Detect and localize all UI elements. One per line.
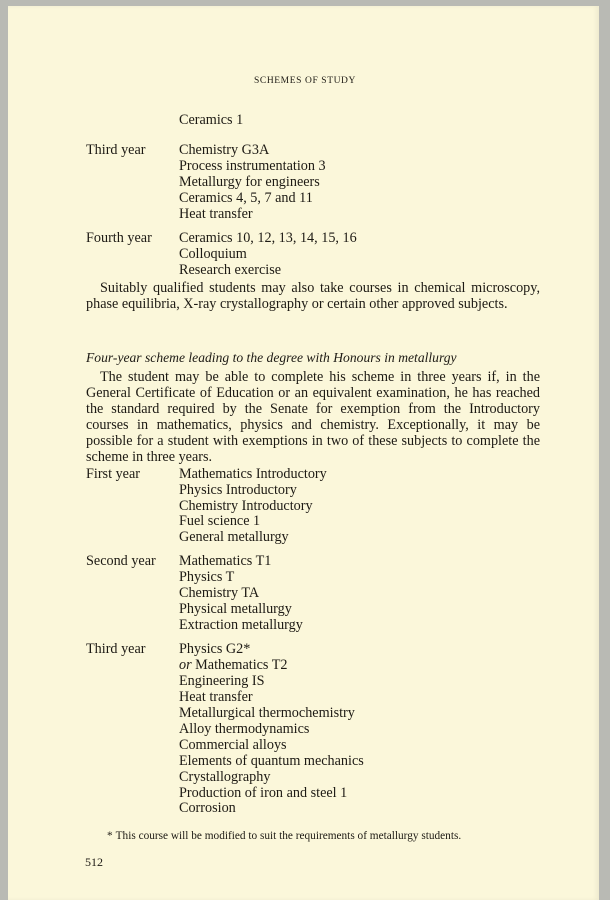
footnote (107, 830, 461, 842)
course-item: Ceramics 10, 12, 13, 14, 15, 16 (179, 230, 357, 246)
year-label: Second year (86, 553, 156, 569)
year-label: Third year (86, 641, 146, 657)
course-item: Elements of quantum mechanics (179, 753, 364, 769)
course-item: Commercial alloys (179, 737, 287, 753)
or-connector: or (179, 657, 192, 673)
course-item: Alloy thermodynamics (179, 721, 310, 737)
course-item: General metallurgy (179, 529, 289, 545)
course-item (179, 657, 288, 673)
course-item: Mathematics T1 (179, 553, 272, 569)
running-head: SCHEMES OF STUDY (254, 76, 356, 86)
course-item: Metallurgy for engineers (179, 174, 320, 190)
year-label: Third year (86, 142, 146, 158)
intro-paragraph: The student may be able to complete his scheme in three years if, in the General Certificate of Education or an equivalent examination, he has reached the standard required by the Senate for exemption from the Introductory courses in mathematics, physics and chemistry. Exceptionally, it may be possible for a student with exemptions in two of these subjects to complete the scheme in three years. (86, 369, 540, 466)
course-item: Heat transfer (179, 206, 253, 222)
course-item: Research exercise (179, 262, 282, 278)
course-item: Chemistry Introductory (179, 498, 313, 514)
course-item: Corrosion (179, 800, 236, 816)
course-item: Mathematics Introductory (179, 466, 327, 482)
course-item: Physics T (179, 569, 235, 585)
course-item: Chemistry G3A (179, 142, 270, 158)
course-item: Ceramics 4, 5, 7 and 11 (179, 190, 313, 206)
course-item: Physics G2* (179, 641, 251, 657)
course-item: Chemistry TA (179, 585, 260, 601)
course-item: Extraction metallurgy (179, 617, 303, 633)
section-heading: Four-year scheme leading to the degree with Honours in metallurgy (86, 350, 457, 365)
course-item: Physics Introductory (179, 482, 297, 498)
course-item: Fuel science 1 (179, 513, 261, 529)
course-item: Production of iron and steel 1 (179, 785, 348, 801)
course-item: Metallurgical thermochemistry (179, 705, 355, 721)
course-item: Process instrumentation 3 (179, 158, 326, 174)
footnote-text: This course will be modified to suit the requirements of metallurgy students. (115, 830, 462, 842)
course-item: Engineering IS (179, 673, 265, 689)
course-item: Ceramics 1 (179, 112, 244, 128)
course-item: Colloquium (179, 246, 247, 262)
course-item: Heat transfer (179, 689, 253, 705)
footnote-marker: * (107, 830, 113, 842)
course-item: Crystallography (179, 769, 271, 785)
note-paragraph: Suitably qualified students may also take courses in chemical microscopy, phase equilibria, X-ray crystallography or certain other approved subjects. (86, 280, 540, 313)
year-label: First year (86, 466, 140, 482)
course-item: Physical metallurgy (179, 601, 292, 617)
year-label: Fourth year (86, 230, 152, 246)
course-name: Mathematics T2 (195, 657, 288, 673)
page-number: 512 (85, 855, 103, 869)
